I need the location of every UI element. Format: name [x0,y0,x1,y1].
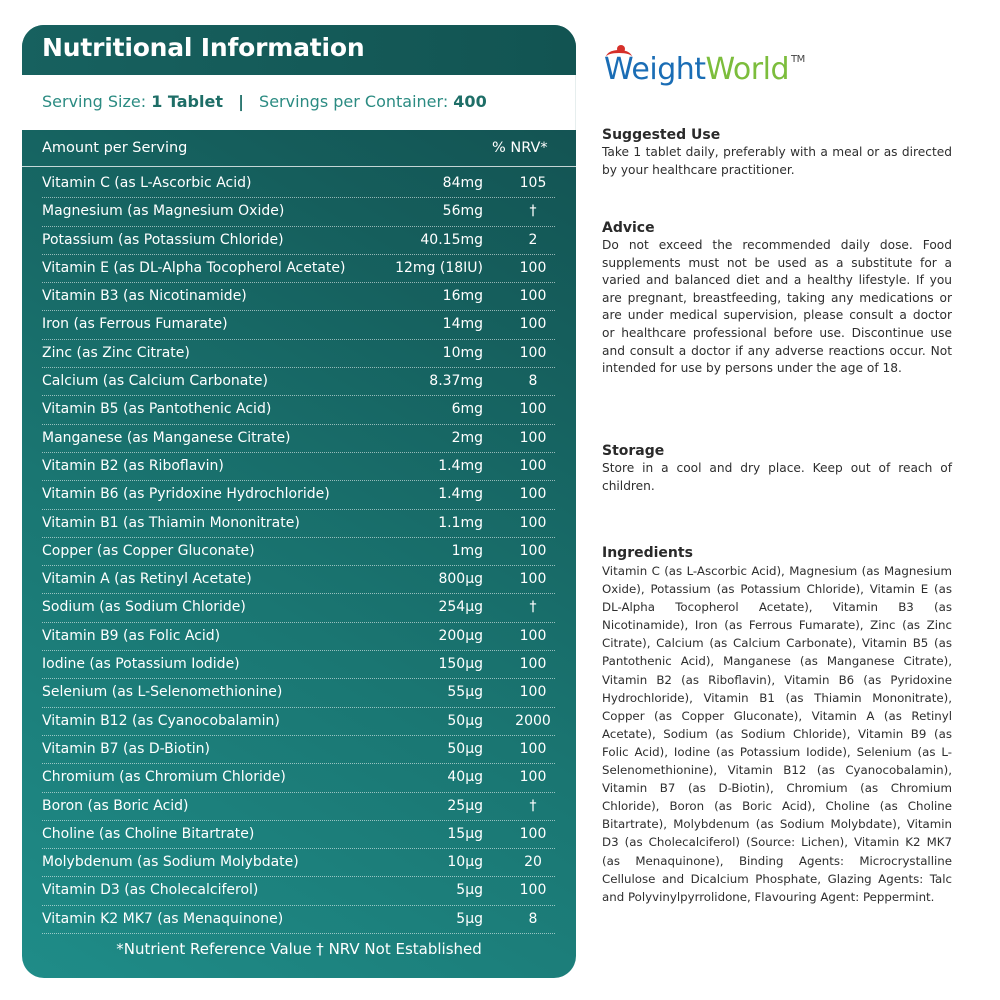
nutrient-nrv: 100 [519,740,547,757]
nutrient-amount: 10µg [447,854,483,871]
table-row [42,255,555,283]
nutrient-amount: 1mg [451,542,483,559]
nutrient-name: Vitamin C (as L-Ascorbic Acid) [42,175,252,191]
table-row [42,679,555,707]
nutrient-amount: 150µg [438,656,483,673]
table-row [42,821,555,849]
storage-body: Store in a cool and dry place. Keep out of reach of children. [602,461,952,493]
nutrient-nrv: 100 [519,542,547,559]
nutrient-name: Selenium (as L-Selenomethionine) [42,684,283,701]
nutrient-amount: 1.4mg [438,486,483,503]
advice-body: Do not exceed the recommended daily dose. Food supplements must not be used as a substitute for a varied and balanced diet and a healthy lifestyle. If you are pregnant, breastfeeding, taking any medications or are under medical supervision, please consult a doctor or healthcare professional before use. Discontinue use and consult a doctor if any adverse reactions occur. Not intended for use by persons under the age of 18. [602,238,952,376]
nutrient-nrv: 100 [519,684,547,701]
servings-per-container-value: 400 [453,92,487,111]
nutrient-name: Zinc (as Zinc Citrate) [42,344,190,361]
panel-title: Nutritional Information [42,33,365,62]
table-row [42,651,555,679]
serving-size-value: 1 Tablet [151,92,223,111]
nutrient-amount: 55µg [447,684,483,701]
nutrient-name: Magnesium (as Magnesium Oxide) [42,203,285,220]
header-amount-per-serving: Amount per Serving [42,140,188,156]
nutrient-amount: 5µg [456,910,483,927]
nutrient-name: Potassium (as Potassium Chloride) [42,231,284,248]
nutrient-amount: 254µg [438,599,483,616]
serving-size-label: Serving Size: [42,92,147,111]
table-row [42,311,555,339]
nutrient-name: Sodium (as Sodium Chloride) [42,599,246,616]
suggested-use-heading: Suggested Use [602,127,721,143]
nutrient-nrv: 2000 [515,712,551,729]
weightworld-logo [604,52,805,87]
nutrient-name: Iron (as Ferrous Fumarate) [42,316,228,333]
nutrient-nrv: 100 [519,401,547,418]
logo-world: World [705,52,790,87]
table-row [42,198,555,226]
nutrient-amount: 84mg [442,175,483,191]
nutrient-amount: 800µg [438,571,483,588]
ingredients-body: Vitamin C (as L-Ascorbic Acid), Magnesium (as Magnesium Oxide), Potassium (as Potassium Chloride), Vitamin E (as DL-Alpha Tocopherol Acetate), Vitamin B3 (as Nicotinamide), Iron (as Ferrous Fumarate), Zinc (as Zinc Citrate), Calcium (as Calcium Carbonate), Vitamin B5 (as Pantothenic Acid), Manganese (as Manganese Citrate), Vitamin B2 (as Riboflavin), Vitamin B6 (as Pyridoxine Hydrochloride), Vitamin B1 (as Thiamin Mononitrate), Copper (as Copper Gluconate), Vitamin A (as Retinyl Acetate), Sodium (as Sodium Chloride), Vitamin B9 (as Folic Acid), Iodine (as Potassium Iodide), Selenium (as L-Selenomethionine), Vitamin B12 (as Cyanocobalamin), Vitamin B7 (as D-Biotin), Chromium (as Chromium Chloride), Boron (as Boric Acid), Choline (as Choline Bitartrate), Molybdenum (as Sodium Molybdate), Vitamin D3 (as Cholecalciferol) (Source: Lichen), Vitamin K2 MK7 (as Menaquinone), Binding Agents: Microcrystalline Cellulose and Dicalcium Phosphate, Glazing Agents: Talc and Polyvinylpyrrolidone, Flavouring Agent: Peppermint. [602,564,952,904]
table-row [42,510,555,538]
nutrient-amount: 40.15mg [420,231,483,248]
nutrient-nrv: 100 [519,571,547,588]
nutrient-amount: 56mg [442,203,483,220]
nutrient-amount: 50µg [447,740,483,757]
nutrient-name: Vitamin A (as Retinyl Acetate) [42,571,252,588]
nutrient-nrv: † [529,599,537,616]
table-row [42,623,555,651]
nutrient-amount: 16mg [442,288,483,305]
nutrient-amount: 15µg [447,825,483,842]
table-row [42,566,555,594]
nutrient-name: Molybdenum (as Sodium Molybdate) [42,854,299,871]
nutrient-nrv: 100 [519,825,547,842]
serving-line [42,92,487,111]
nutrient-name: Iodine (as Potassium Iodide) [42,656,240,673]
nutrient-nrv: 105 [519,175,547,191]
nutrient-nrv: 100 [519,769,547,786]
suggested-use-section [602,127,952,179]
nutrient-name: Vitamin B9 (as Folic Acid) [42,627,221,644]
nutrient-nrv: 100 [519,316,547,333]
table-row [42,396,555,424]
table-row [42,481,555,509]
nutrient-amount: 14mg [442,316,483,333]
table-row [42,906,555,934]
ingredients-section [602,545,952,906]
servings-per-container-label: Servings per Container: [259,92,449,111]
nutrient-nrv: 100 [519,656,547,673]
storage-section [602,443,952,495]
table-row [42,708,555,736]
nutrient-name: Boron (as Boric Acid) [42,797,189,814]
ingredients-heading: Ingredients [602,545,693,561]
nutrient-amount: 1.4mg [438,457,483,474]
nutrient-name: Chromium (as Chromium Chloride) [42,769,286,786]
nutrition-panel [22,25,576,978]
nutrient-name: Calcium (as Calcium Carbonate) [42,373,268,390]
storage-heading: Storage [602,443,665,459]
nutrient-amount: 50µg [447,712,483,729]
logo-trademark: TM [791,54,805,65]
serving-info [22,75,576,130]
nutrient-nrv: † [529,797,537,814]
nutrient-nrv: 2 [528,231,538,248]
nutrient-amount: 5µg [456,882,483,899]
nutrient-nrv: 100 [519,882,547,899]
nutrient-amount: 40µg [447,769,483,786]
nutrient-nrv: 100 [519,457,547,474]
nutrient-amount: 10mg [442,344,483,361]
header-nrv: % NRV* [492,140,548,156]
nutrient-nrv: 100 [519,429,547,446]
advice-section [602,220,952,378]
nutrient-nrv: 20 [524,854,542,871]
nutrient-name: Vitamin D3 (as Cholecalciferol) [42,882,259,899]
suggested-use-body: Take 1 tablet daily, preferably with a meal or as directed by your healthcare practitioner. [602,145,952,177]
table-row [42,849,555,877]
serving-separator: | [238,92,244,111]
nutrient-name: Vitamin B2 (as Riboflavin) [42,457,224,474]
table-row [42,368,555,396]
nutrient-amount: 2mg [451,429,483,446]
nutrient-amount: 12mg (18IU) [395,259,483,276]
nutrient-nrv: 100 [519,344,547,361]
nutrient-name: Vitamin B7 (as D-Biotin) [42,740,210,757]
table-row [42,283,555,311]
nutrient-name: Vitamin B12 (as Cyanocobalamin) [42,712,280,729]
nutrient-amount: 25µg [447,797,483,814]
table-header [22,130,576,167]
advice-heading: Advice [602,220,655,236]
nutrient-amount: 6mg [451,401,483,418]
table-row [42,453,555,481]
table-row [42,764,555,792]
nutrient-table [22,170,576,934]
nutrient-name: Vitamin B5 (as Pantothenic Acid) [42,401,272,418]
nutrient-nrv: 100 [519,627,547,644]
table-row [42,877,555,905]
nrv-footnote: *Nutrient Reference Value † NRV Not Established [116,940,482,958]
table-row [42,425,555,453]
nutrient-name: Vitamin K2 MK7 (as Menaquinone) [42,910,284,927]
logo-weight: Weight [604,52,706,87]
nutrient-name: Copper (as Copper Gluconate) [42,542,255,559]
nutrient-amount: 1.1mg [438,514,483,531]
table-row [42,736,555,764]
nutrient-name: Vitamin E (as DL-Alpha Tocopherol Acetate) [42,259,346,276]
table-row [42,538,555,566]
table-row [42,340,555,368]
table-row [42,793,555,821]
nutrient-nrv: 8 [528,373,538,390]
nutrient-nrv: 100 [519,288,547,305]
nutrient-nrv: 8 [528,910,538,927]
nutrient-amount: 8.37mg [429,373,483,390]
nutrient-name: Choline (as Choline Bitartrate) [42,825,255,842]
table-row [42,170,555,198]
title-band [22,25,576,75]
nutrient-nrv: 100 [519,514,547,531]
nutrient-name: Vitamin B6 (as Pyridoxine Hydrochloride) [42,486,330,503]
nutrient-nrv: † [529,203,537,220]
nutrient-amount: 200µg [438,627,483,644]
table-row [42,594,555,622]
nutrient-nrv: 100 [519,259,547,276]
nutrient-nrv: 100 [519,486,547,503]
nutrient-name: Manganese (as Manganese Citrate) [42,429,291,446]
nutrient-name: Vitamin B3 (as Nicotinamide) [42,288,247,305]
nutrient-name: Vitamin B1 (as Thiamin Mononitrate) [42,514,300,531]
table-row [42,227,555,255]
